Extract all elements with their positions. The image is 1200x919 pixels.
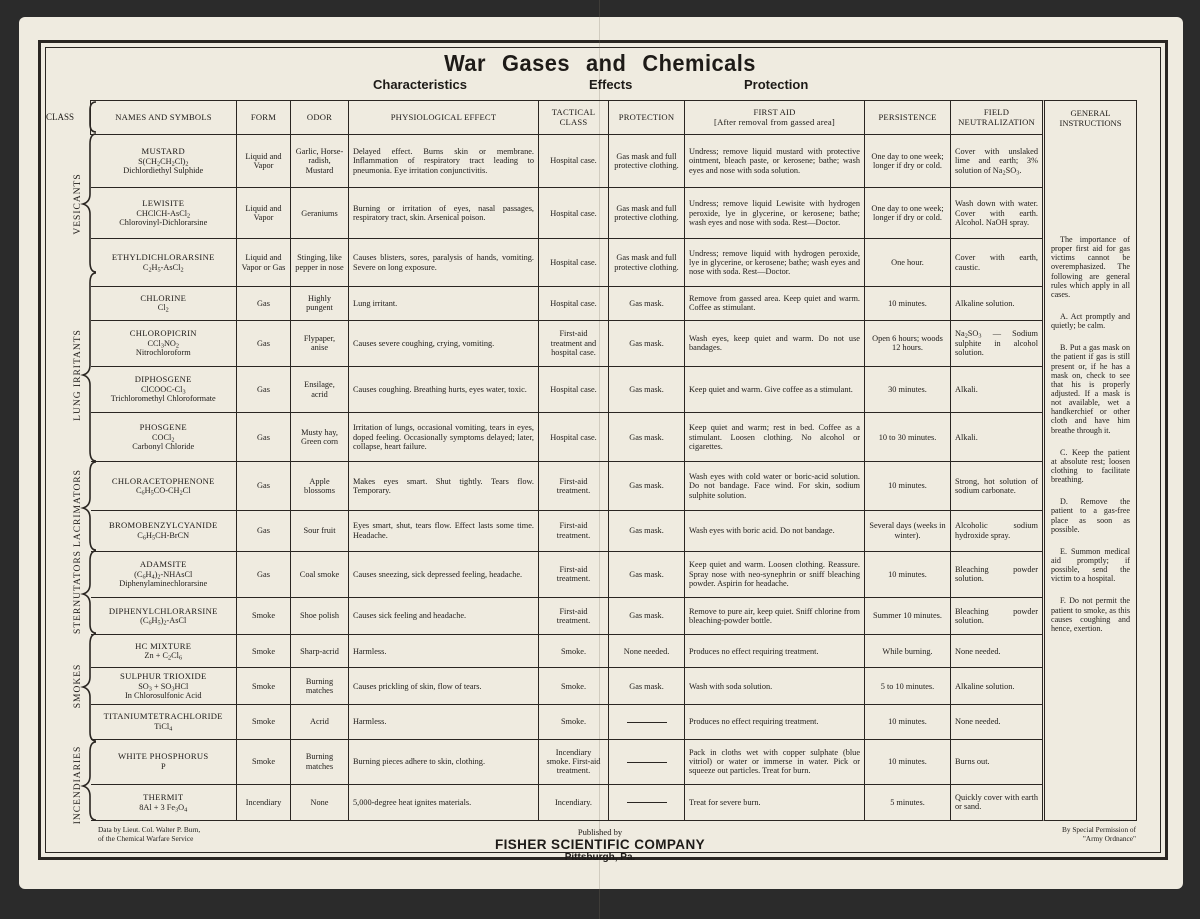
cell-neutralization: $Na_2SO_3$ — Sodium sulphite in alcohol solution. bbox=[951, 320, 1043, 366]
cell-effect: Causes sick feeling and headache. bbox=[349, 597, 539, 634]
col-header-names: NAMES AND SYMBOLS bbox=[91, 101, 237, 135]
cell-name-symbol bbox=[91, 784, 237, 820]
cell-tactical: Incendiary smoke. First-aid treatment. bbox=[539, 739, 609, 784]
chemical-name: TITANIUMTETRACHLORIDE bbox=[103, 711, 223, 722]
instruction-d: D. Remove the patient to a gas-free place as soon as possible. bbox=[1051, 497, 1130, 534]
chemical-alias: Chlorovinyl-Dichlorarsine bbox=[119, 218, 208, 228]
chemical-formula: P bbox=[160, 761, 166, 771]
cell-neutralization: Cover with earth, caustic. bbox=[951, 239, 1043, 286]
cell-effect: 5,000-degree heat ignites materials. bbox=[349, 784, 539, 820]
cell-form: Gas bbox=[237, 413, 291, 462]
chemical-alias: In Chlorosulfonic Acid bbox=[124, 691, 202, 701]
permission-line1: By Special Permission of bbox=[1062, 825, 1136, 834]
chemical-name: PHOSGENE bbox=[139, 422, 187, 433]
chemical-name: ADAMSITE bbox=[139, 559, 187, 570]
cell-persistence: 10 to 30 minutes. bbox=[865, 413, 951, 462]
publisher-name: FISHER SCIENTIFIC COMPANY bbox=[494, 837, 705, 852]
cell-effect: Eyes smart, shut, tears flow. Effect lasts some time. Headache. bbox=[349, 510, 539, 551]
cell-neutralization: Alkali. bbox=[951, 366, 1043, 412]
col-header-form: FORM bbox=[237, 101, 291, 135]
cell-name-symbol bbox=[91, 366, 237, 412]
cell-tactical: Hospital case. bbox=[539, 286, 609, 320]
cell-odor: Sour fruit bbox=[291, 510, 349, 551]
cell-protection: Gas mask and full protective clothing. bbox=[609, 135, 685, 188]
table-row bbox=[91, 597, 1043, 634]
table-row bbox=[91, 462, 1043, 510]
table-header-row bbox=[91, 101, 1043, 135]
cell-protection: Gas mask. bbox=[609, 413, 685, 462]
cell-tactical: First-aid treatment. bbox=[539, 551, 609, 597]
table-row bbox=[91, 784, 1043, 820]
cell-odor: None bbox=[291, 784, 349, 820]
chemical-formula: $(C_6H_4)_2$-NHAsCl bbox=[134, 569, 193, 581]
table-row bbox=[91, 188, 1043, 239]
cell-odor: Highly pungent bbox=[291, 286, 349, 320]
cell-form: Smoke bbox=[237, 668, 291, 705]
cell-neutralization: Wash down with water. Cover with earth. Alcohol. NaOH spray. bbox=[951, 188, 1043, 239]
publisher-block bbox=[0, 827, 1200, 863]
data-credit-line2: of the Chemical Warfare Service bbox=[98, 833, 194, 843]
chemical-name: LEWISITE bbox=[142, 198, 185, 209]
cell-protection: Gas mask. bbox=[609, 597, 685, 634]
subtitle-effects: Effects bbox=[589, 77, 633, 92]
cell-effect: Harmless. bbox=[349, 705, 539, 739]
cell-effect: Irritation of lungs, occasional vomiting, tears in eyes, doped feeling. Occasionally symptoms delayed; later, collapse, heart failure. bbox=[349, 413, 539, 462]
chemical-name: CHLOROPICRIN bbox=[129, 328, 197, 339]
permission-credit bbox=[1062, 826, 1136, 844]
chemical-formula: $C_2H_5-AsCl_2$ bbox=[142, 262, 184, 274]
chemical-name: CHLORACETOPHENONE bbox=[111, 475, 215, 486]
cell-effect: Causes prickling of skin, flow of tears. bbox=[349, 668, 539, 705]
chemical-formula: $C_6H_5CO-CH_2Cl$ bbox=[135, 486, 191, 497]
cell-tactical: Hospital case. bbox=[539, 239, 609, 286]
cell-neutralization: None needed. bbox=[951, 635, 1043, 668]
page-title: War Gases and Chemicals bbox=[444, 50, 756, 76]
cell-name-symbol bbox=[91, 135, 237, 188]
cell-first-aid: Wash with soda solution. bbox=[685, 668, 865, 705]
cell-first-aid: Pack in cloths wet with copper sulphate (blue vitriol) or water or immerse in water. Pick or squeeze out particles. Treat for burn. bbox=[685, 739, 865, 784]
cell-name-symbol bbox=[91, 510, 237, 551]
cell-odor: Flypaper, anise bbox=[291, 320, 349, 366]
instruction-e: E. Summon medical aid promptly; if possible, send the victim to a hospital. bbox=[1051, 546, 1130, 584]
table-row bbox=[91, 668, 1043, 705]
instruction-a: A. Act promptly and quietly; be calm. bbox=[1051, 311, 1130, 331]
col-header-field-neutralization: FIELD NEUTRALIZATION bbox=[951, 101, 1043, 135]
instruction-b: B. Put a gas mask on the patient if gas is still present or, if he has a mask on, check to see that his is properly adjusted. If a mask is not available, wet a handkerchief or other cloth and have him breathe through it. bbox=[1051, 343, 1130, 435]
cell-neutralization: Bleaching powder solution. bbox=[951, 597, 1043, 634]
cell-form: Gas bbox=[237, 366, 291, 412]
chemical-formula: 8Al + 3 $Fe_3O_4$ bbox=[139, 802, 188, 814]
cell-tactical: Hospital case. bbox=[539, 366, 609, 412]
cell-odor: Burning matches bbox=[291, 668, 349, 705]
cell-name-symbol bbox=[91, 668, 237, 705]
dash-placeholder bbox=[627, 802, 667, 803]
cell-name-symbol bbox=[91, 239, 237, 286]
cell-protection: Gas mask. bbox=[609, 462, 685, 510]
cell-tactical: Hospital case. bbox=[539, 135, 609, 188]
cell-odor: Shoe polish bbox=[291, 597, 349, 634]
table-row bbox=[91, 413, 1043, 462]
cell-tactical: Smoke. bbox=[539, 635, 609, 668]
table-row bbox=[91, 635, 1043, 668]
cell-tactical: First-aid treatment. bbox=[539, 462, 609, 510]
class-label-sternutators: STERNUTATORS bbox=[73, 550, 83, 634]
cell-neutralization: Cover with unslaked lime and earth; 3% solution of $Na_2SO_3$. bbox=[951, 135, 1043, 188]
instruction-intro: The importance of proper first aid for gas victims cannot be overemphasized. The following are general rules which apply in all cases. bbox=[1051, 235, 1130, 299]
cell-odor: Sharp-acrid bbox=[291, 635, 349, 668]
cell-persistence: 10 minutes. bbox=[865, 705, 951, 739]
table-row bbox=[91, 739, 1043, 784]
cell-neutralization: Alkaline solution. bbox=[951, 668, 1043, 705]
cell-first-aid: Produces no effect requiring treatment. bbox=[685, 635, 865, 668]
cell-neutralization: Alkali. bbox=[951, 413, 1043, 462]
data-credit-line1: Data by Lieut. Col. Walter P. Burn, bbox=[98, 825, 201, 834]
subtitle-protection: Protection bbox=[744, 77, 809, 92]
cell-neutralization: Bleaching powder solution. bbox=[951, 551, 1043, 597]
chemical-name: ETHYLDICHLORARSINE bbox=[111, 252, 215, 263]
chemical-alias: Nitrochloroform bbox=[135, 348, 191, 358]
cell-name-symbol bbox=[91, 739, 237, 784]
cell-form: Gas bbox=[237, 510, 291, 551]
chemical-formula: $Cl_2$ bbox=[157, 303, 169, 314]
permission-line2: "Army Ordnance" bbox=[1082, 833, 1136, 843]
cell-first-aid: Keep quiet and warm; rest in bed. Coffee as a stimulant. Loosen clothing. No alcohol or cigarettes. bbox=[685, 413, 865, 462]
cell-protection: None needed. bbox=[609, 635, 685, 668]
cell-odor: Acrid bbox=[291, 705, 349, 739]
cell-neutralization: Burns out. bbox=[951, 739, 1043, 784]
cell-effect: Causes severe coughing, crying, vomiting. bbox=[349, 320, 539, 366]
cell-name-symbol bbox=[91, 320, 237, 366]
cell-form: Incendiary bbox=[237, 784, 291, 820]
chemical-alias: Diphenylaminechlorarsine bbox=[119, 579, 208, 589]
cell-tactical: Smoke. bbox=[539, 668, 609, 705]
col-header-persistence: PERSISTENCE bbox=[865, 101, 951, 135]
cell-odor: Coal smoke bbox=[291, 551, 349, 597]
cell-name-symbol bbox=[91, 462, 237, 510]
cell-tactical: First-aid treatment. bbox=[539, 597, 609, 634]
chemical-alias: Trichloromethyl Chloroformate bbox=[110, 394, 216, 404]
cell-name-symbol bbox=[91, 597, 237, 634]
cell-form: Gas bbox=[237, 551, 291, 597]
chemical-formula: $(C_6H_5)_2$-AsCl bbox=[140, 616, 187, 627]
cell-persistence: 30 minutes. bbox=[865, 366, 951, 412]
chemical-formula: COCl$_2$ bbox=[152, 432, 175, 444]
dash-placeholder bbox=[627, 762, 667, 763]
cell-protection: Gas mask. bbox=[609, 286, 685, 320]
chemical-alias: Carbonyl Chloride bbox=[132, 442, 195, 452]
cell-tactical: Incendiary. bbox=[539, 784, 609, 820]
col-header-tactical-class: TACTICAL CLASS bbox=[539, 101, 609, 135]
cell-persistence: 10 minutes. bbox=[865, 462, 951, 510]
cell-first-aid: Treat for severe burn. bbox=[685, 784, 865, 820]
cell-form: Smoke bbox=[237, 597, 291, 634]
cell-form: Gas bbox=[237, 320, 291, 366]
cell-persistence: Several days (weeks in winter). bbox=[865, 510, 951, 551]
cell-form: Gas bbox=[237, 286, 291, 320]
cell-neutralization: Alcoholic sodium hydroxide spray. bbox=[951, 510, 1043, 551]
cell-effect: Makes eyes smart. Shut tightly. Tears flow. Temporary. bbox=[349, 462, 539, 510]
cell-persistence: Summer 10 minutes. bbox=[865, 597, 951, 634]
cell-effect: Causes blisters, sores, paralysis of hands, vomiting. Severe on long exposure. bbox=[349, 239, 539, 286]
cell-persistence: 10 minutes. bbox=[865, 551, 951, 597]
cell-form: Liquid and Vapor bbox=[237, 188, 291, 239]
cell-name-symbol bbox=[91, 705, 237, 739]
cell-odor: Stinging, like pepper in nose bbox=[291, 239, 349, 286]
cell-persistence: One hour. bbox=[865, 239, 951, 286]
published-by-label: Published by bbox=[577, 827, 623, 837]
cell-neutralization: Quickly cover with earth or sand. bbox=[951, 784, 1043, 820]
chemical-formula: $SO_3 + SO_3HCl$ bbox=[138, 681, 189, 693]
cell-form: Liquid and Vapor or Gas bbox=[237, 239, 291, 286]
table-body bbox=[91, 135, 1043, 821]
cell-first-aid: Undress; remove liquid mustard with protective ointment, bleach paste, or kerosene; bathe; wash eyes and nose with soda solution. bbox=[685, 135, 865, 188]
cell-first-aid: Wash eyes with boric acid. Do not bandage. bbox=[685, 510, 865, 551]
chemical-name: WHITE PHOSPHORUS bbox=[117, 751, 209, 762]
cell-first-aid: Keep quiet and warm. Loosen clothing. Reassure. Spray nose with neo-synephrin or sniff bleaching powder. Aspirin for headache. bbox=[685, 551, 865, 597]
class-label-lacrimators: LACRIMATORS bbox=[73, 469, 83, 547]
instruction-f: F. Do not permit the patient to smoke, as this causes coughing and hence, exertion. bbox=[1051, 596, 1130, 633]
cell-first-aid: Undress; remove liquid with hydrogen peroxide, lye in glycerine, or kerosene; bathe; wash eyes and nose with soda. Rest—Doctor. bbox=[685, 239, 865, 286]
first-aid-label: FIRST AID bbox=[753, 106, 796, 117]
chemical-formula: $Zn + C_2Cl_6$ bbox=[144, 651, 183, 662]
class-label-incendiaries: INCENDIARIES bbox=[73, 745, 83, 825]
cell-persistence: 5 minutes. bbox=[865, 784, 951, 820]
col-header-first-aid bbox=[685, 101, 865, 135]
publisher-city: Pittsburgh, Pa. bbox=[564, 852, 636, 863]
class-label-smokes: SMOKES bbox=[73, 663, 83, 709]
table-row bbox=[91, 286, 1043, 320]
general-instructions-heading: GENERAL INSTRUCTIONS bbox=[1059, 108, 1122, 128]
cell-name-symbol bbox=[91, 635, 237, 668]
general-instructions-panel bbox=[1042, 100, 1137, 821]
general-instructions-body bbox=[1051, 235, 1130, 646]
col-header-protection: PROTECTION bbox=[609, 101, 685, 135]
cell-effect: Burning or irritation of eyes, nasal passages, respiratory tract, skin. Arsenical poison. bbox=[349, 188, 539, 239]
col-header-odor: ODOR bbox=[291, 101, 349, 135]
cell-odor: Musty hay, Green corn bbox=[291, 413, 349, 462]
col-header-physiological-effect: PHYSIOLOGICAL EFFECT bbox=[349, 101, 539, 135]
cell-protection: Gas mask and full protective clothing. bbox=[609, 239, 685, 286]
cell-tactical: Hospital case. bbox=[539, 413, 609, 462]
table-row bbox=[91, 320, 1043, 366]
cell-neutralization: Strong, hot solution of sodium carbonate. bbox=[951, 462, 1043, 510]
cell-first-aid: Produces no effect requiring treatment. bbox=[685, 705, 865, 739]
cell-first-aid: Remove from gassed area. Keep quiet and warm. Coffee as stimulant. bbox=[685, 286, 865, 320]
chemical-name: HC MIXTURE bbox=[135, 640, 192, 651]
subtitle-characteristics: Characteristics bbox=[373, 77, 467, 92]
table-row bbox=[91, 705, 1043, 739]
cell-first-aid: Wash eyes with cold water or boric-acid solution. Do not bandage. Face wind. For skin, sodium sulphite solution. bbox=[685, 462, 865, 510]
chemical-name: SULPHUR TRIOXIDE bbox=[119, 671, 207, 682]
cell-protection: Gas mask and full protective clothing. bbox=[609, 188, 685, 239]
cell-persistence: 10 minutes. bbox=[865, 286, 951, 320]
cell-name-symbol bbox=[91, 286, 237, 320]
cell-first-aid: Remove to pure air, keep quiet. Sniff chlorine from bleaching-powder bottle. bbox=[685, 597, 865, 634]
cell-protection: Gas mask. bbox=[609, 510, 685, 551]
chemical-name: BROMOBENZYLCYANIDE bbox=[108, 520, 218, 531]
table-row bbox=[91, 239, 1043, 286]
cell-form: Liquid and Vapor bbox=[237, 135, 291, 188]
cell-effect: Lung irritant. bbox=[349, 286, 539, 320]
cell-odor: Geraniums bbox=[291, 188, 349, 239]
cell-effect: Delayed effect. Burns skin or membrane. Inflammation of respiratory tract leading to pneumonia. Eye irritation conjunctivitis. bbox=[349, 135, 539, 188]
cell-tactical: Smoke. bbox=[539, 705, 609, 739]
table-row bbox=[91, 135, 1043, 188]
chemical-formula: TiCl$_4$ bbox=[154, 722, 173, 733]
cell-tactical: Hospital case. bbox=[539, 188, 609, 239]
cell-protection: Gas mask. bbox=[609, 551, 685, 597]
cell-tactical: First-aid treatment and hospital case. bbox=[539, 320, 609, 366]
cell-persistence: While burning. bbox=[865, 635, 951, 668]
cell-odor: Garlic, Horse-radish, Mustard bbox=[291, 135, 349, 188]
cell-first-aid: Keep quiet and warm. Give coffee as a stimulant. bbox=[685, 366, 865, 412]
cell-protection: Gas mask. bbox=[609, 366, 685, 412]
cell-effect: Causes sneezing, sick depressed feeling, headache. bbox=[349, 551, 539, 597]
cell-persistence: 10 minutes. bbox=[865, 739, 951, 784]
chemical-name: DIPHENYLCHLORARSINE bbox=[108, 605, 218, 616]
cell-odor: Ensilage, acrid bbox=[291, 366, 349, 412]
chemical-formula: $CCl_3NO_2$ bbox=[147, 338, 180, 350]
chemical-alias: Dichlordiethyl Sulphide bbox=[123, 165, 204, 175]
cell-persistence: 5 to 10 minutes. bbox=[865, 668, 951, 705]
first-aid-note: [After removal from gassed area] bbox=[714, 116, 835, 127]
cell-odor: Apple blossoms bbox=[291, 462, 349, 510]
cell-persistence: One day to one week; longer if dry or cold. bbox=[865, 188, 951, 239]
class-label-vesicants: VESICANTS bbox=[73, 173, 83, 235]
chemical-name: CHLORINE bbox=[140, 292, 187, 303]
table-row bbox=[91, 551, 1043, 597]
chemical-formula: $S(CH_2CH_2Cl)_2$ bbox=[138, 156, 189, 168]
cell-protection bbox=[609, 784, 685, 820]
instruction-c: C. Keep the patient at absolute rest; loosen clothing to facilitate breathing. bbox=[1051, 447, 1130, 485]
cell-form: Gas bbox=[237, 462, 291, 510]
cell-tactical: First-aid treatment. bbox=[539, 510, 609, 551]
cell-form: Smoke bbox=[237, 635, 291, 668]
cell-persistence: Open 6 hours; woods 12 hours. bbox=[865, 320, 951, 366]
cell-first-aid: Wash eyes, keep quiet and warm. Do not use bandages. bbox=[685, 320, 865, 366]
cell-effect: Harmless. bbox=[349, 635, 539, 668]
cell-name-symbol bbox=[91, 413, 237, 462]
chemical-name: DIPHOSGENE bbox=[134, 374, 192, 385]
table-row bbox=[91, 366, 1043, 412]
cell-protection: Gas mask. bbox=[609, 668, 685, 705]
cell-protection bbox=[609, 705, 685, 739]
cell-name-symbol bbox=[91, 551, 237, 597]
cell-protection: Gas mask. bbox=[609, 320, 685, 366]
chemical-name: MUSTARD bbox=[141, 146, 185, 157]
chemical-formula: $C_6H_5CH$-BrCN bbox=[137, 530, 190, 542]
dash-placeholder bbox=[627, 722, 667, 723]
cell-effect: Burning pieces adhere to skin, clothing. bbox=[349, 739, 539, 784]
war-gases-table bbox=[90, 100, 1043, 821]
cell-persistence: One day to one week; longer if dry or cold. bbox=[865, 135, 951, 188]
cell-odor: Burning matches bbox=[291, 739, 349, 784]
cell-neutralization: None needed. bbox=[951, 705, 1043, 739]
chemical-name: THERMIT bbox=[143, 791, 184, 802]
cell-neutralization: Alkaline solution. bbox=[951, 286, 1043, 320]
class-column-header: CLASS bbox=[46, 112, 75, 122]
cell-form: Smoke bbox=[237, 739, 291, 784]
chemical-formula: ClCOOC-$Cl_3$ bbox=[140, 385, 186, 396]
table-row bbox=[91, 510, 1043, 551]
class-label-lung-irritants: LUNG IRRITANTS bbox=[73, 329, 83, 421]
cell-first-aid: Undress; remove liquid Lewisite with hydrogen peroxide, lye in glycerine, or kerosene; bathe; wash eyes and nose with soda. Rest—Doctor. bbox=[685, 188, 865, 239]
cell-protection bbox=[609, 739, 685, 784]
chemical-formula: CHClCH-AsCl$_2$ bbox=[136, 208, 191, 220]
cell-name-symbol bbox=[91, 188, 237, 239]
cell-effect: Causes coughing. Breathing hurts, eyes water, toxic. bbox=[349, 366, 539, 412]
cell-form: Smoke bbox=[237, 705, 291, 739]
